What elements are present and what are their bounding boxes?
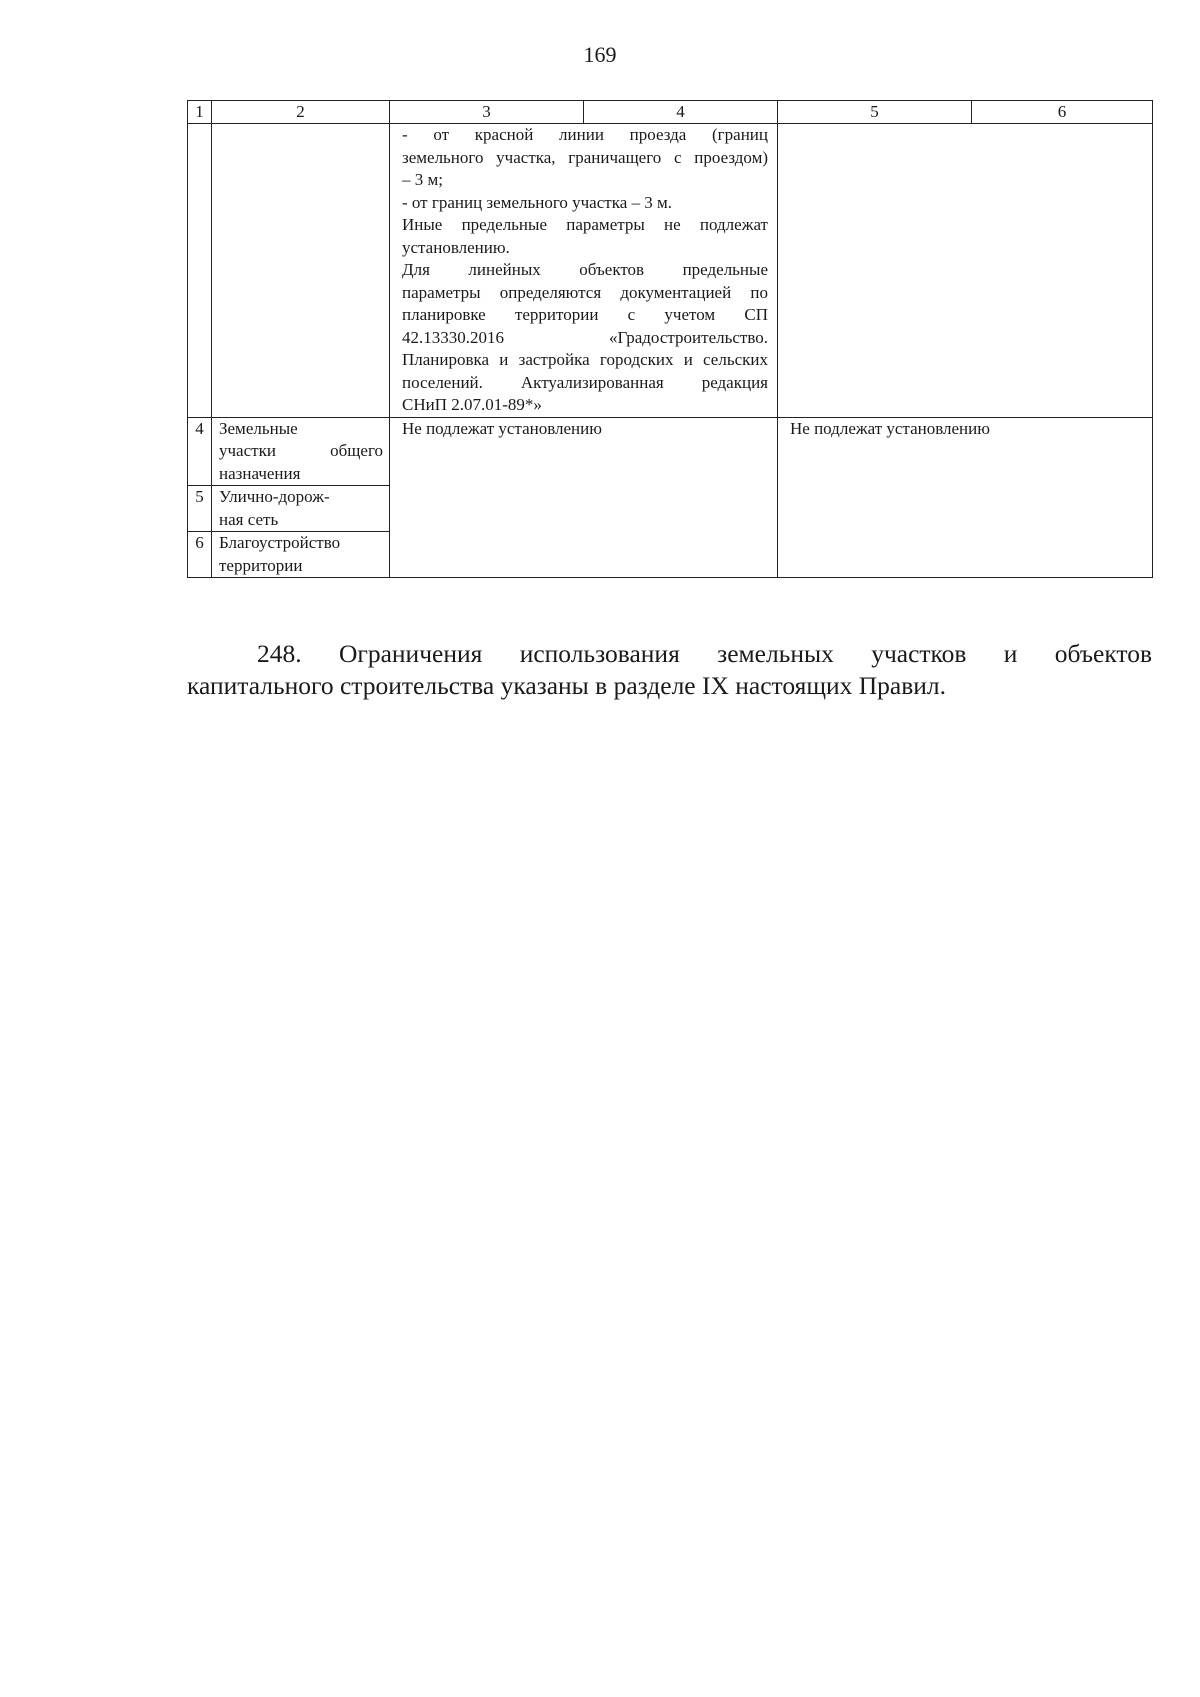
header-cell: 4 — [584, 101, 778, 124]
text-line: установлению. — [402, 237, 510, 257]
merged-cell-col34: Не подлежат установлению — [390, 417, 778, 578]
header-cell: 1 — [188, 101, 212, 124]
text-line: – 3 м; — [402, 170, 443, 189]
text-line: ная сеть — [219, 509, 279, 529]
text-line: Планировка и застройка городских и сельских — [402, 350, 768, 369]
page-number: 169 — [583, 42, 617, 67]
header-cell: 3 — [390, 101, 584, 124]
text-line: 42.13330.2016 «Градостроительство. — [402, 327, 768, 347]
row-name-cell — [212, 417, 390, 486]
text-line: Улично-дорож- — [219, 487, 330, 506]
text-line: СНиП 2.07.01-89*» — [402, 395, 542, 414]
empty-cell — [778, 124, 1153, 418]
header-cell: 2 — [212, 101, 390, 124]
text-line: параметры определяются документацией по — [402, 282, 768, 302]
row-number-cell: 4 — [188, 417, 212, 486]
header-cell: 5 — [778, 101, 972, 124]
paragraph-248 — [187, 638, 1152, 702]
row-name-cell — [212, 124, 390, 418]
parameters-cell — [390, 124, 778, 418]
text-line: - от границ земельного участка – 3 м. — [402, 192, 672, 212]
text-line: Иные предельные параметры не подлежат — [402, 215, 768, 234]
table-row — [188, 417, 1153, 486]
text-line: участки общего — [219, 441, 383, 460]
text-line: территории — [219, 555, 303, 575]
paragraph-line: 248. Ограничения использования земельных участков и объектов — [257, 639, 1152, 668]
text-line: поселений. Актуализированная редакция — [402, 372, 768, 392]
text-line: Благоустройство — [219, 533, 341, 552]
row-name-cell — [212, 532, 390, 578]
paragraph-line: капитального строительства указаны в разделе IX настоящих Правил. — [187, 671, 947, 700]
table-header-row — [188, 101, 1153, 124]
row-number-cell: 5 — [188, 486, 212, 532]
text-line: Для линейных объектов предельные — [402, 260, 768, 279]
text-line: земельного участка, граничащего с проездом) — [402, 147, 768, 167]
regulations-table — [187, 100, 1153, 578]
text-line: Земельные — [219, 418, 298, 438]
row-number-cell — [188, 124, 212, 418]
merged-cell-col56: Не подлежат установлению — [778, 417, 1153, 578]
text-line: планировке территории с учетом СП — [402, 305, 768, 324]
header-cell: 6 — [972, 101, 1153, 124]
table-row — [188, 124, 1153, 418]
text-line: - от красной линии проезда (границ — [402, 125, 768, 144]
row-name-cell — [212, 486, 390, 532]
row-number-cell: 6 — [188, 532, 212, 578]
text-line: назначения — [219, 463, 301, 483]
